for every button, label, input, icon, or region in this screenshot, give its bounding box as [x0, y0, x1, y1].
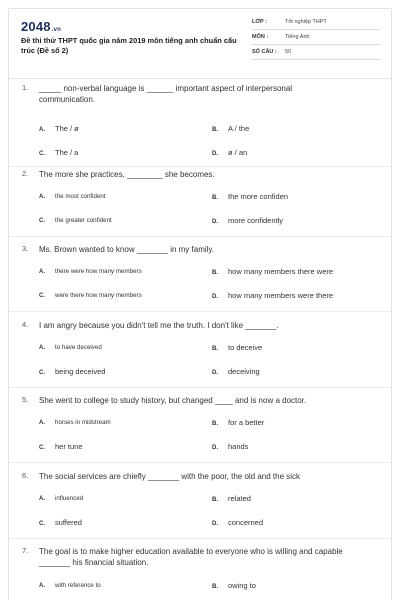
option-d[interactable]: D. more confidently: [212, 216, 284, 225]
question-number: 1.: [22, 83, 29, 92]
option-text: the greater confident: [55, 217, 112, 224]
option-text: the most confident: [55, 193, 106, 200]
option-b[interactable]: B. the more confiden: [212, 192, 289, 201]
option-c[interactable]: C. being deceived: [39, 367, 106, 376]
option-c[interactable]: C. the greater confident: [39, 217, 112, 224]
option-text: were there how many members: [55, 292, 142, 299]
option-b[interactable]: B. how many members there were: [212, 267, 334, 276]
option-text: the more confiden: [228, 192, 289, 201]
option-a[interactable]: A. there were how many members: [39, 268, 142, 275]
meta-subject-key: MÔN :: [252, 34, 269, 40]
option-text: hands: [228, 442, 249, 451]
logo-suffix: .vn: [51, 27, 62, 33]
option-b[interactable]: B. to deceive: [212, 343, 263, 352]
question-divider: [9, 236, 391, 237]
question-text: _____ non-verbal language is ______ important aspect of interpersonal communication.: [39, 84, 293, 104]
option-text: how many members were there: [228, 291, 334, 300]
option-text: deceiving: [228, 367, 260, 376]
meta-count: [252, 47, 380, 60]
option-text: related: [228, 494, 251, 503]
option-a[interactable]: A. influenced: [39, 495, 84, 502]
option-d[interactable]: D. ø / an: [212, 148, 248, 157]
question-text: Ms. Brown wanted to know _______ in my family.: [39, 245, 215, 254]
option-d[interactable]: D. deceiving: [212, 367, 260, 376]
option-a[interactable]: A. the most confident: [39, 193, 106, 200]
question-number: 2.: [22, 169, 29, 178]
option-text: with reference to: [55, 582, 101, 589]
option-text: more confidently: [228, 216, 284, 225]
question-divider: [9, 387, 391, 388]
option-text: to deceive: [228, 343, 263, 352]
option-text: influenced: [55, 495, 84, 502]
question-text: The more she practices, ________ she becomes.: [39, 170, 215, 179]
question-number: 4.: [22, 320, 29, 329]
option-c[interactable]: C. her tune: [39, 442, 83, 451]
question-divider: [9, 538, 391, 539]
option-text: there were how many members: [55, 268, 142, 275]
question-number: 3.: [22, 244, 29, 253]
option-d[interactable]: D. how many members were there: [212, 291, 334, 300]
option-d[interactable]: D. concerned: [212, 518, 264, 527]
option-text: owing to: [228, 581, 256, 590]
option-a[interactable]: A. to have deceived: [39, 344, 102, 351]
question-divider: [9, 166, 391, 167]
meta-class: [252, 17, 380, 30]
exam-header: [9, 9, 391, 77]
option-a[interactable]: A. with reference to: [39, 582, 101, 589]
exam-page: [8, 8, 392, 600]
option-text: horses in midstream: [55, 419, 111, 426]
option-text: her tune: [55, 442, 83, 451]
question-text: I am angry because you didn't tell me the truth. I don't like _______.: [39, 321, 279, 330]
header-divider: [9, 78, 391, 79]
meta-count-key: SỐ CÂU :: [252, 49, 277, 55]
question-divider: [9, 311, 391, 312]
option-b[interactable]: B. related: [212, 494, 251, 503]
exam-meta: [252, 17, 380, 62]
meta-subject: [252, 32, 380, 45]
question-divider: [9, 462, 391, 463]
meta-class-key: LỚP :: [252, 19, 267, 25]
option-a[interactable]: A. The / ø: [39, 124, 79, 133]
question-text: She went to college to study history, but changed ____ and is now a doctor.: [39, 396, 307, 405]
option-text: for a better: [228, 418, 265, 427]
option-text: A / the: [228, 124, 250, 133]
option-c[interactable]: C. suffered: [39, 518, 82, 527]
option-text: how many members there were: [228, 267, 334, 276]
question-number: 6.: [22, 471, 29, 480]
question-number: 5.: [22, 395, 29, 404]
option-text: concerned: [228, 518, 264, 527]
question-text: The social services are chiefly _______ with the poor, the old and the sick: [39, 472, 301, 481]
option-b[interactable]: B. owing to: [212, 581, 256, 590]
option-text: being deceived: [55, 367, 106, 376]
exam-title: Đề thi thử THPT quốc gia năm 2019 môn tiếng anh chuẩn cấu trúc (Đề số 2): [21, 36, 237, 55]
meta-count-value: 50: [285, 49, 292, 55]
site-logo[interactable]: [21, 19, 61, 34]
question-number: 7.: [22, 546, 29, 555]
option-a[interactable]: A. horses in midstream: [39, 419, 111, 426]
option-b[interactable]: B. A / the: [212, 124, 250, 133]
option-text: The / ø: [55, 124, 79, 133]
option-d[interactable]: D. hands: [212, 442, 249, 451]
option-b[interactable]: B. for a better: [212, 418, 265, 427]
option-text: The / a: [55, 148, 79, 157]
option-text: ø / an: [228, 148, 248, 157]
option-c[interactable]: C. The / a: [39, 148, 79, 157]
meta-subject-value: Tiếng Anh: [285, 34, 310, 40]
option-text: to have deceived: [55, 344, 102, 351]
logo-text: 2048: [21, 19, 51, 34]
option-text: suffered: [55, 518, 82, 527]
question-text: The goal is to make higher education available to everyone who is willing and capable _______ his financial situation.: [39, 547, 343, 567]
option-c[interactable]: C. were there how many members: [39, 292, 142, 299]
meta-class-value: Tốt nghiệp THPT: [285, 19, 327, 25]
